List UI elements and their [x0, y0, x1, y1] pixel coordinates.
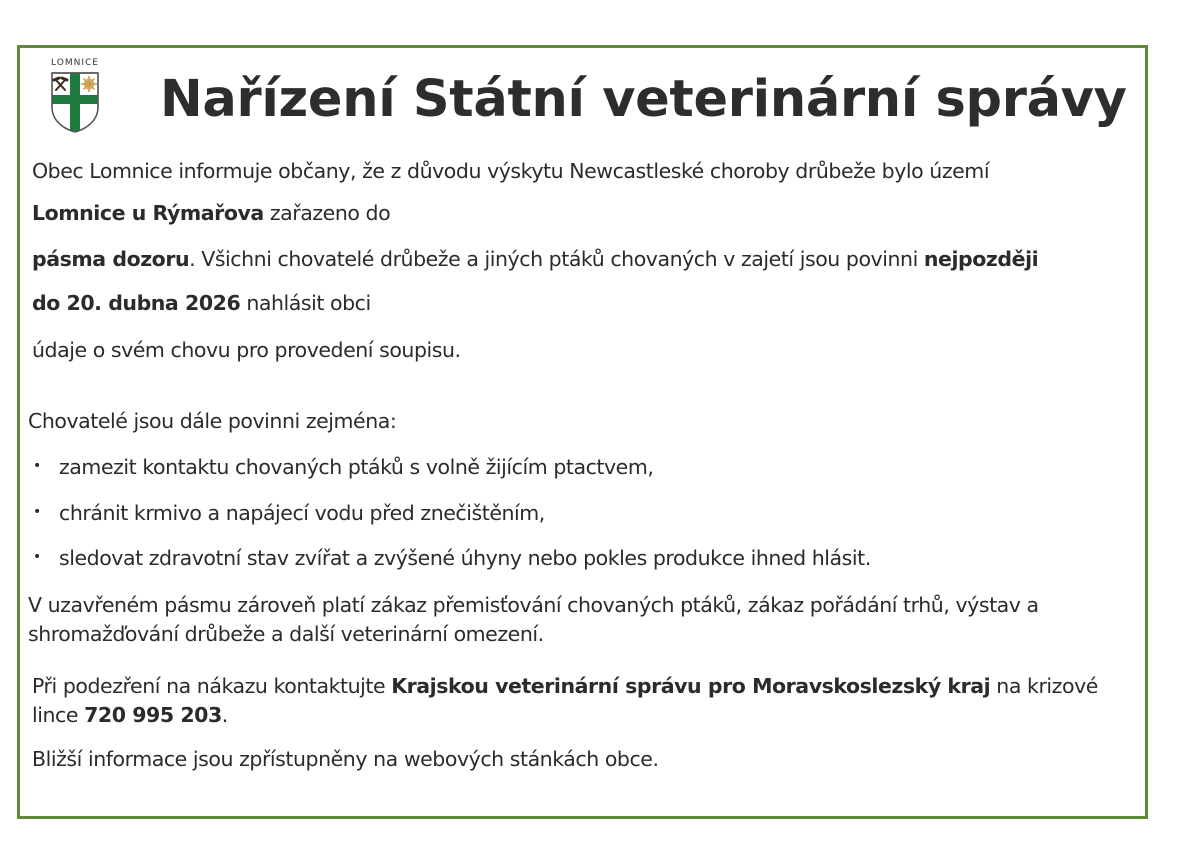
text: sledovat zdravotní stav zvířat a zvýšené úhyny nebo pokles produkce ihned hlásit. — [59, 546, 871, 570]
bullet-icon: • — [33, 504, 41, 520]
shield-icon — [50, 71, 100, 133]
text: na krizové — [990, 674, 1098, 698]
list-item — [33, 500, 545, 527]
bullet-icon: • — [33, 458, 41, 474]
paragraph-line — [32, 200, 390, 226]
text: V uzavřeném pásmu zároveň platí zákaz přemisťování chovaných ptáků, zákaz pořádání trhů, výstav a — [28, 593, 1039, 617]
footer-note — [32, 746, 659, 772]
text: . Všichni chovatelé drůbeže a jiných ptáků chovaných v zajetí jsou povinni — [189, 247, 924, 271]
bold-text-deadline: nejpozději — [923, 247, 1039, 271]
text: chránit krmivo a napájecí vodu před znečištěním, — [59, 501, 545, 525]
bullet-icon: • — [33, 549, 41, 565]
paragraph-line — [32, 246, 1038, 272]
list-item — [33, 545, 871, 572]
text: nahlásit obci — [240, 291, 371, 315]
paragraph-line — [32, 158, 989, 184]
bold-text-territory: Lomnice u Rýmařova — [32, 201, 264, 225]
text: shromažďování drůbeže a další veterinární omezení. — [28, 622, 544, 646]
obligations-intro — [28, 408, 396, 434]
bold-text-authority: Krajskou veterinární správu pro Moravskoslezský kraj — [391, 674, 991, 698]
page-title: Nařízení Státní veterinární správy — [160, 70, 1127, 129]
text: lince — [32, 703, 85, 727]
text: Bližší informace jsou zpřístupněny na webových stánkách obce. — [32, 747, 659, 771]
text: zařazeno do — [263, 201, 391, 225]
municipal-coat-of-arms — [48, 58, 102, 134]
text: Chovatelé jsou dále povinni zejména: — [28, 409, 397, 433]
bold-text-date: do 20. dubna 2026 — [32, 291, 241, 315]
restriction-line — [28, 621, 544, 647]
contact-line — [32, 702, 228, 728]
restriction-line — [28, 592, 1039, 618]
bold-text-zone: pásma dozoru — [32, 247, 190, 271]
contact-line — [32, 673, 1098, 699]
paragraph-line — [32, 337, 461, 363]
text: údaje o svém chovu pro provedení soupisu. — [32, 338, 461, 362]
text: Obec Lomnice informuje občany, že z důvodu výskytu Newcastleské choroby drůbeže bylo území — [32, 159, 990, 183]
text: Při podezření na nákazu kontaktujte — [32, 674, 392, 698]
text: . — [221, 703, 228, 727]
paragraph-line — [32, 290, 371, 316]
text: zamezit kontaktu chovaných ptáků s volně žijícím ptactvem, — [59, 455, 654, 479]
phone-number: 720 995 203 — [84, 703, 222, 727]
list-item — [33, 454, 653, 481]
crest-label: LOMNICE — [51, 58, 99, 68]
